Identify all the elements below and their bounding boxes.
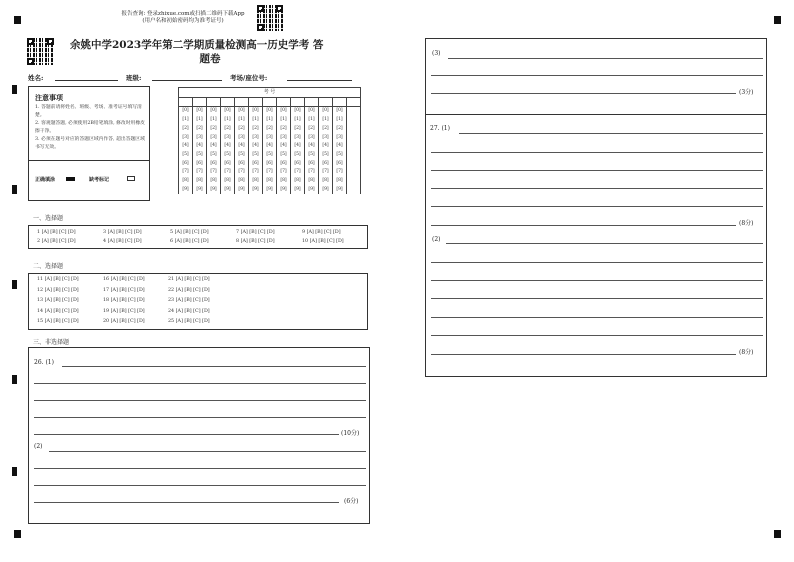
exam-id-digit-bubble[interactable]: [4] — [249, 142, 263, 151]
choice-item[interactable]: 8 [A] [B] [C] [D] — [236, 239, 275, 244]
choice-item[interactable]: 10 [A] [B] [C] [D] — [302, 239, 344, 244]
exam-id-digit-bubble[interactable]: [5] — [305, 151, 319, 160]
choice-item[interactable]: 22 [A] [B] [C] [D] — [168, 287, 210, 293]
answer-line[interactable] — [431, 335, 763, 336]
exam-id-digit-bubble[interactable]: [9] — [193, 186, 207, 195]
choice-item[interactable]: 11 [A] [B] [C] [D] — [37, 277, 79, 282]
exam-id-digit-bubble[interactable]: [3] — [291, 134, 305, 143]
choice-item[interactable]: 21 [A] [B] [C] [D] — [168, 277, 210, 282]
exam-id-digit-bubble[interactable]: [4] — [221, 142, 235, 151]
answer-line[interactable] — [431, 170, 763, 171]
exam-id-digit-bubble[interactable]: [9] — [235, 186, 249, 195]
answer-line[interactable] — [448, 58, 763, 59]
exam-id-digit-bubble[interactable]: [9] — [221, 186, 235, 195]
choice-item[interactable]: 5 [A] [B] [C] [D] — [170, 230, 209, 235]
page-title — [70, 38, 370, 66]
q27-part1-label: 27. (1) — [430, 125, 450, 132]
choice-item[interactable]: 4 [A] [B] [C] [D] — [103, 239, 142, 244]
exam-id-digit-bubble[interactable]: [7] — [249, 168, 263, 177]
answer-line[interactable] — [431, 188, 763, 189]
exam-id-digit-bubble[interactable]: [7] — [207, 168, 221, 177]
exam-id-write-cell[interactable] — [249, 97, 263, 107]
q26-answer-box — [28, 347, 370, 524]
notice-box — [28, 86, 150, 201]
q-prev-part3-label: (3) — [432, 50, 441, 57]
exam-id-write-cell[interactable] — [333, 97, 347, 107]
choice-item[interactable]: 24 [A] [B] [C] [D] — [168, 308, 210, 314]
exam-id-write-cell[interactable] — [221, 97, 235, 107]
exam-id-write-cell[interactable] — [235, 97, 249, 107]
exam-id-digit-bubble[interactable]: [2] — [221, 125, 235, 134]
registration-mark — [14, 16, 21, 24]
exam-id-digit-bubble[interactable]: [2] — [263, 125, 277, 134]
exam-id-digit-bubble[interactable]: [2] — [305, 125, 319, 134]
notice-item: 1. 答题前请将姓名、班级、考场、准考证号填写清楚。 — [35, 105, 142, 118]
section1-label: 一、选择题 — [33, 215, 64, 222]
exam-id-digit-bubble[interactable]: [1] — [291, 116, 305, 125]
exam-id-digit-bubble[interactable]: [4] — [193, 142, 207, 151]
exam-id-digit-bubble[interactable]: [0] — [193, 107, 207, 116]
exam-id-digit-bubble[interactable]: [5] — [333, 151, 347, 160]
answer-line[interactable] — [431, 262, 763, 263]
exam-id-digit-bubble[interactable]: [8] — [319, 177, 333, 186]
choice-item[interactable]: 16 [A] [B] [C] [D] — [103, 277, 145, 282]
exam-id-digit-bubble[interactable]: [8] — [235, 177, 249, 186]
exam-id-blank-cell — [347, 107, 361, 116]
exam-id-digit-bubble[interactable]: [6] — [305, 160, 319, 169]
exam-id-digit-bubble[interactable]: [1] — [249, 116, 263, 125]
exam-id-digit-bubble[interactable]: [2] — [277, 125, 291, 134]
answer-line[interactable] — [431, 152, 763, 153]
exam-id-digit-bubble[interactable]: [1] — [207, 116, 221, 125]
registration-mark — [774, 530, 781, 538]
q-prev-part3-score: (3分) — [739, 89, 754, 96]
exam-id-write-cell[interactable] — [207, 97, 221, 107]
exam-id-digit-bubble[interactable]: [4] — [235, 142, 249, 151]
exam-id-digit-bubble[interactable]: [8] — [221, 177, 235, 186]
exam-id-digit-bubble[interactable]: [3] — [207, 134, 221, 143]
exam-id-digit-bubble[interactable]: [2] — [179, 125, 193, 134]
exam-id-digit-bubble[interactable]: [0] — [179, 107, 193, 116]
timing-mark — [12, 467, 17, 476]
exam-id-digit-bubble[interactable]: [2] — [235, 125, 249, 134]
exam-id-digit-bubble[interactable]: [1] — [235, 116, 249, 125]
exam-id-digit-bubble[interactable]: [3] — [221, 134, 235, 143]
exam-id-digit-bubble[interactable]: [4] — [179, 142, 193, 151]
exam-id-digit-bubble[interactable]: [5] — [207, 151, 221, 160]
exam-id-digit-bubble[interactable]: [7] — [319, 168, 333, 177]
exam-id-digit-bubble[interactable]: [5] — [193, 151, 207, 160]
exam-id-digit-bubble[interactable]: [3] — [319, 134, 333, 143]
exam-id-digit-bubble[interactable]: [6] — [207, 160, 221, 169]
exam-id-digit-bubble[interactable]: [0] — [291, 107, 305, 116]
choice-item[interactable]: 20 [A] [B] [C] [D] — [103, 319, 145, 324]
exam-id-digit-bubble[interactable]: [3] — [235, 134, 249, 143]
exam-id-write-cell[interactable] — [263, 97, 277, 107]
exam-id-digit-bubble[interactable]: [9] — [207, 186, 221, 195]
filled-bubble-sample — [66, 177, 75, 181]
choice-item[interactable]: 25 [A] [B] [C] [D] — [168, 319, 210, 324]
section3-label: 三、非选择题 — [33, 339, 70, 346]
answer-line[interactable] — [34, 485, 366, 486]
exam-id-digit-bubble[interactable]: [4] — [305, 142, 319, 151]
choice-item[interactable]: 15 [A] [B] [C] [D] — [37, 319, 79, 324]
exam-id-digit-bubble[interactable]: [4] — [333, 142, 347, 151]
notice-title: 注意事项 — [35, 93, 63, 102]
q26-part2-score: (6分) — [344, 498, 359, 505]
exam-id-blank-cell — [347, 177, 361, 186]
exam-id-digit-bubble[interactable]: [4] — [207, 142, 221, 151]
exam-id-digit-bubble[interactable]: [7] — [221, 168, 235, 177]
answer-line[interactable] — [431, 93, 736, 94]
exam-id-blank-cell — [347, 125, 361, 134]
answer-line[interactable] — [34, 502, 339, 503]
answer-line[interactable] — [34, 417, 366, 418]
choice-item[interactable]: 2 [A] [B] [C] [D] — [37, 239, 76, 244]
exam-id-digit-bubble[interactable]: [1] — [179, 116, 193, 125]
exam-id-digit-bubble[interactable]: [9] — [305, 186, 319, 195]
report-query-line1: 报告查询: 登录zhixue.com或扫描二维码下载App — [121, 11, 245, 17]
exam-id-digit-bubble[interactable]: [6] — [249, 160, 263, 169]
seat-field[interactable] — [287, 80, 352, 81]
choice-item[interactable]: 7 [A] [B] [C] [D] — [236, 230, 275, 235]
exam-id-digit-bubble[interactable]: [7] — [235, 168, 249, 177]
exam-id-blank-cell — [347, 151, 361, 160]
exam-id-digit-bubble[interactable]: [8] — [333, 177, 347, 186]
report-query-notice — [113, 11, 253, 25]
answer-line[interactable] — [459, 133, 763, 134]
choice-item[interactable]: 19 [A] [B] [C] [D] — [103, 308, 145, 314]
exam-id-digit-bubble[interactable]: [0] — [263, 107, 277, 116]
exam-id-digit-bubble[interactable]: [0] — [235, 107, 249, 116]
exam-id-digit-bubble[interactable]: [0] — [319, 107, 333, 116]
class-label: 班级: — [126, 74, 142, 82]
q26-part1-score: (10分) — [341, 430, 360, 437]
exam-id-digit-bubble[interactable]: [0] — [249, 107, 263, 116]
q27-part2-score: (8分) — [739, 349, 754, 356]
timing-mark — [12, 375, 17, 384]
answer-line[interactable] — [49, 451, 366, 452]
q27-part2-label: (2) — [432, 236, 441, 243]
exam-id-write-cell[interactable] — [347, 97, 361, 107]
choice-item[interactable]: 14 [A] [B] [C] [D] — [37, 308, 79, 314]
exam-id-digit-bubble[interactable]: [6] — [235, 160, 249, 169]
section1-box — [28, 225, 368, 249]
exam-id-digit-bubble[interactable]: [3] — [249, 134, 263, 143]
registration-mark — [774, 16, 781, 24]
exam-id-digit-bubble[interactable]: [2] — [319, 125, 333, 134]
exam-id-write-cell[interactable] — [319, 97, 333, 107]
exam-id-digit-bubble[interactable]: [7] — [179, 168, 193, 177]
exam-id-digit-bubble[interactable]: [6] — [263, 160, 277, 169]
absent-mark-box[interactable] — [127, 176, 135, 181]
exam-id-digit-bubble[interactable]: [6] — [179, 160, 193, 169]
exam-id-digit-bubble[interactable]: [6] — [221, 160, 235, 169]
notice-list — [35, 104, 145, 152]
choice-item[interactable]: 13 [A] [B] [C] [D] — [37, 298, 79, 303]
exam-id-digit-bubble[interactable]: [2] — [291, 125, 305, 134]
exam-id-digit-bubble[interactable]: [4] — [319, 142, 333, 151]
exam-id-digit-bubble[interactable]: [2] — [249, 125, 263, 134]
seat-label: 考场/座位号: — [230, 74, 268, 82]
answer-line[interactable] — [431, 206, 763, 207]
exam-id-digit-bubble[interactable]: [8] — [291, 177, 305, 186]
exam-id-digit-bubble[interactable]: [3] — [263, 134, 277, 143]
exam-id-blank-cell — [347, 160, 361, 169]
exam-id-digit-bubble[interactable]: [2] — [193, 125, 207, 134]
exam-id-digit-bubble[interactable]: [3] — [333, 134, 347, 143]
answer-line[interactable] — [34, 400, 366, 401]
exam-id-digit-bubble[interactable]: [0] — [277, 107, 291, 116]
app-qr-code — [257, 5, 283, 31]
exam-id-digit-bubble[interactable]: [1] — [221, 116, 235, 125]
choice-item[interactable]: 23 [A] [B] [C] [D] — [168, 298, 210, 303]
exam-id-digit-bubble[interactable]: [4] — [277, 142, 291, 151]
exam-id-digit-bubble[interactable]: [4] — [263, 142, 277, 151]
exam-id-digit-bubble[interactable]: [5] — [319, 151, 333, 160]
exam-id-digit-bubble[interactable]: [8] — [179, 177, 193, 186]
name-label: 姓名: — [28, 74, 44, 82]
exam-id-digit-bubble[interactable]: [9] — [277, 186, 291, 195]
class-field[interactable] — [152, 80, 222, 81]
choice-item[interactable]: 1 [A] [B] [C] [D] — [37, 230, 76, 235]
exam-id-digit-bubble[interactable]: [1] — [305, 116, 319, 125]
choice-item[interactable]: 9 [A] [B] [C] [D] — [302, 230, 341, 235]
exam-id-digit-bubble[interactable]: [7] — [193, 168, 207, 177]
exam-id-digit-bubble[interactable]: [4] — [291, 142, 305, 151]
exam-id-digit-bubble[interactable]: [5] — [277, 151, 291, 160]
exam-id-digit-bubble[interactable]: [1] — [319, 116, 333, 125]
exam-id-digit-bubble[interactable]: [7] — [305, 168, 319, 177]
exam-id-write-cell[interactable] — [291, 97, 305, 107]
answer-line[interactable] — [446, 243, 763, 244]
exam-id-digit-bubble[interactable]: [1] — [263, 116, 277, 125]
exam-id-digit-bubble[interactable]: [6] — [277, 160, 291, 169]
exam-id-write-cell[interactable] — [193, 97, 207, 107]
exam-id-blank-cell — [347, 186, 361, 195]
exam-id-blank-cell — [347, 168, 361, 177]
exam-id-write-cell[interactable] — [179, 97, 193, 107]
exam-id-write-cell[interactable] — [305, 97, 319, 107]
choice-item[interactable]: 18 [A] [B] [C] [D] — [103, 298, 145, 303]
exam-id-digit-bubble[interactable]: [5] — [249, 151, 263, 160]
exam-id-digit-bubble[interactable]: [5] — [291, 151, 305, 160]
absent-mark-label: 缺考标记 — [89, 177, 110, 183]
answer-line[interactable] — [431, 317, 763, 318]
exam-id-digit-bubble[interactable]: [6] — [193, 160, 207, 169]
answer-line[interactable] — [34, 383, 366, 384]
exam-id-grid — [178, 87, 361, 194]
exam-id-digit-bubble[interactable]: [8] — [193, 177, 207, 186]
exam-id-digit-bubble[interactable]: [9] — [291, 186, 305, 195]
exam-id-digit-bubble[interactable]: [8] — [207, 177, 221, 186]
exam-id-digit-bubble[interactable]: [9] — [333, 186, 347, 195]
exam-id-digit-bubble[interactable]: [0] — [207, 107, 221, 116]
exam-id-blank-cell — [347, 116, 361, 125]
correct-fill-label: 正确填涂 — [35, 177, 56, 183]
exam-id-digit-bubble[interactable]: [9] — [179, 186, 193, 195]
student-qr-code — [27, 38, 54, 65]
exam-id-digit-bubble[interactable]: [3] — [277, 134, 291, 143]
answer-line[interactable] — [431, 280, 763, 281]
exam-id-digit-bubble[interactable]: [0] — [221, 107, 235, 116]
exam-id-digit-bubble[interactable]: [9] — [263, 186, 277, 195]
choice-item[interactable]: 3 [A] [B] [C] [D] — [103, 230, 142, 235]
exam-id-digit-bubble[interactable]: [8] — [305, 177, 319, 186]
exam-id-digit-bubble[interactable]: [0] — [305, 107, 319, 116]
answer-line[interactable] — [431, 298, 763, 299]
choice-item[interactable]: 6 [A] [B] [C] [D] — [170, 239, 209, 244]
answer-line[interactable] — [34, 468, 366, 469]
exam-id-header: 考 号 — [179, 88, 361, 98]
answer-line[interactable] — [431, 354, 736, 355]
exam-id-digit-bubble[interactable]: [3] — [193, 134, 207, 143]
choice-item[interactable]: 12 [A] [B] [C] [D] — [37, 287, 79, 293]
q26-part2-label: (2) — [34, 443, 43, 450]
exam-id-blank-cell — [347, 142, 361, 151]
exam-id-digit-bubble[interactable]: [7] — [263, 168, 277, 177]
exam-id-digit-bubble[interactable]: [1] — [277, 116, 291, 125]
right-answer-box — [425, 38, 767, 377]
choice-item[interactable]: 17 [A] [B] [C] [D] — [103, 287, 145, 293]
exam-id-digit-bubble[interactable]: [5] — [263, 151, 277, 160]
exam-id-digit-bubble[interactable]: [3] — [179, 134, 193, 143]
exam-id-digit-bubble[interactable]: [7] — [333, 168, 347, 177]
timing-mark — [12, 280, 17, 289]
page-title-line2: 题卷 — [199, 53, 221, 65]
exam-id-digit-bubble[interactable]: [6] — [291, 160, 305, 169]
exam-id-digit-bubble[interactable]: [7] — [277, 168, 291, 177]
exam-id-write-cell[interactable] — [277, 97, 291, 107]
notice-item: 3. 必须在题号对应的答题区域内作答, 超出答题区域书写无效。 — [35, 137, 145, 150]
answer-line[interactable] — [62, 366, 366, 367]
q26-part1-label: 26. (1) — [34, 359, 54, 366]
notice-item: 2. 客观题答题, 必须使用2B铅笔填涂, 修改时用橡皮擦干净。 — [35, 121, 145, 134]
answer-line[interactable] — [431, 225, 736, 226]
exam-id-digit-bubble[interactable]: [0] — [333, 107, 347, 116]
exam-id-digit-bubble[interactable]: [5] — [179, 151, 193, 160]
timing-mark — [12, 185, 17, 194]
answer-line[interactable] — [431, 75, 763, 76]
section2-label: 二、选择题 — [33, 263, 64, 270]
exam-id-digit-bubble[interactable]: [3] — [305, 134, 319, 143]
exam-id-digit-bubble[interactable]: [2] — [333, 125, 347, 134]
exam-id-digit-bubble[interactable]: [1] — [193, 116, 207, 125]
exam-id-digit-bubble[interactable]: [6] — [333, 160, 347, 169]
exam-id-digit-bubble[interactable]: [1] — [333, 116, 347, 125]
exam-id-digit-bubble[interactable]: [5] — [235, 151, 249, 160]
exam-id-digit-bubble[interactable]: [6] — [319, 160, 333, 169]
exam-id-digit-bubble[interactable]: [8] — [263, 177, 277, 186]
answer-line[interactable] — [34, 434, 339, 435]
exam-id-digit-bubble[interactable]: [9] — [319, 186, 333, 195]
exam-id-digit-bubble[interactable]: [7] — [291, 168, 305, 177]
exam-id-digit-bubble[interactable]: [2] — [207, 125, 221, 134]
name-field[interactable] — [55, 80, 118, 81]
timing-mark — [12, 85, 17, 94]
q27-part1-score: (8分) — [739, 220, 754, 227]
report-query-line2: (用户名和初始密码均为准考证号) — [142, 18, 224, 24]
exam-id-digit-bubble[interactable]: [8] — [249, 177, 263, 186]
registration-mark — [14, 530, 21, 538]
exam-id-blank-cell — [347, 134, 361, 143]
exam-id-digit-bubble[interactable]: [8] — [277, 177, 291, 186]
exam-id-digit-bubble[interactable]: [9] — [249, 186, 263, 195]
exam-id-digit-bubble[interactable]: [5] — [221, 151, 235, 160]
section2-box — [28, 273, 368, 330]
page-title-line1: 余姚中学2023学年第二学期质量检测高一历史学考 答 — [70, 39, 324, 51]
